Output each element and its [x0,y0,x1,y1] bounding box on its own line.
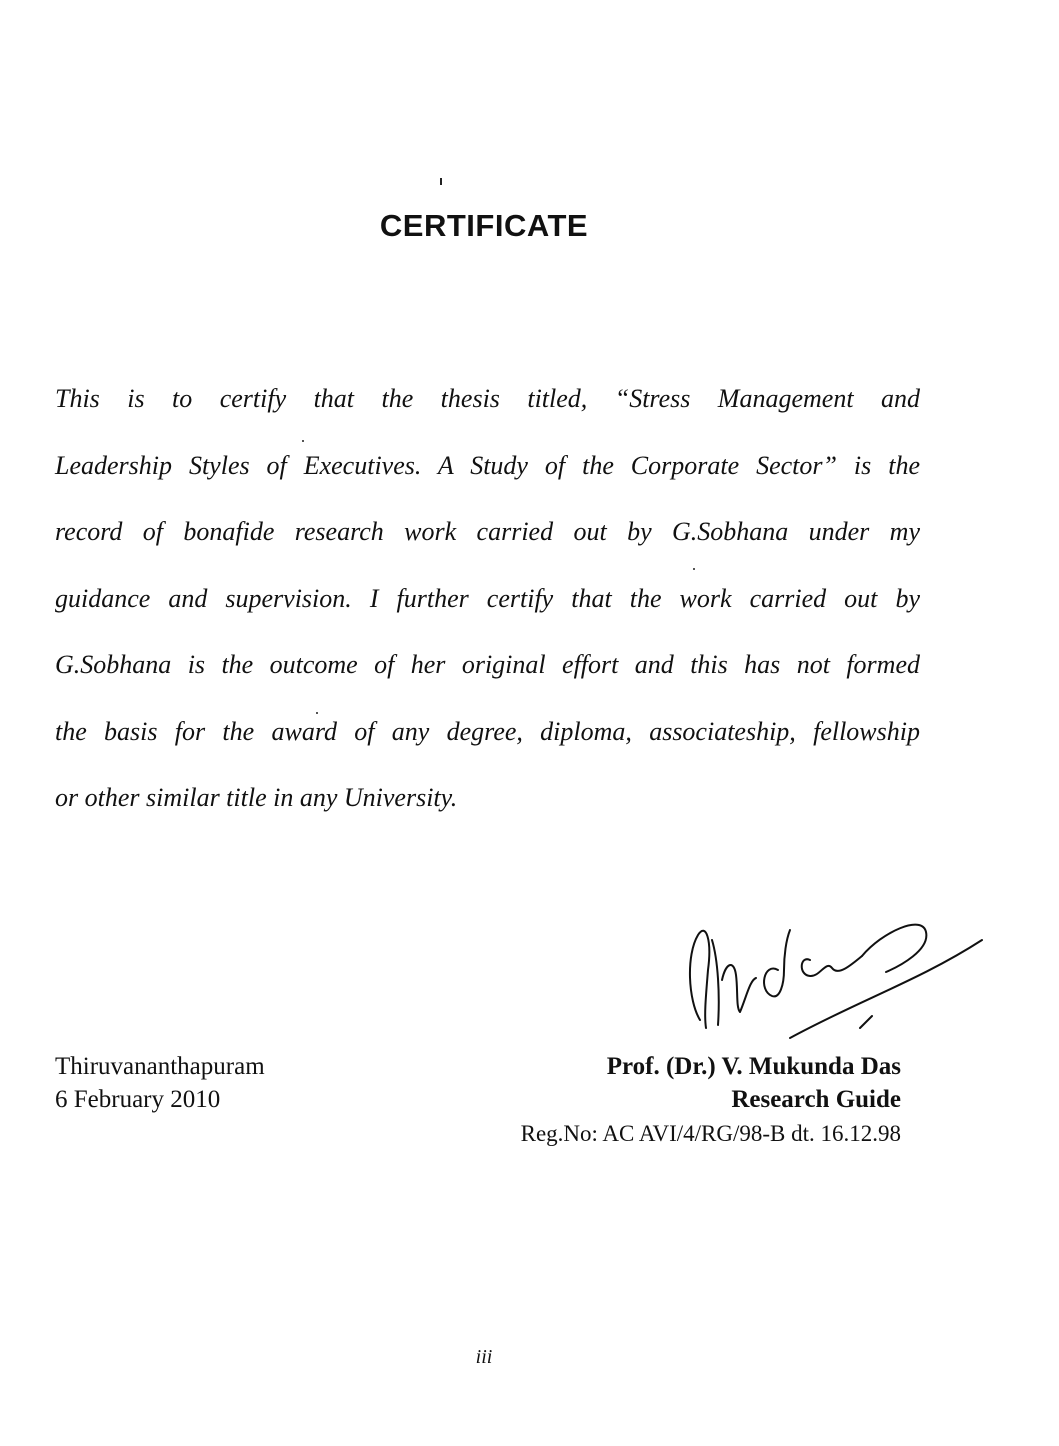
body-line: Leadership Styles of Executives. A Study of the Corporate Sector” is the [55,450,920,480]
body-line: or other similar title in any University. [55,783,458,812]
certificate-body [55,366,920,832]
place: Thiruvananthapuram [55,1053,265,1080]
scan-speck [316,712,318,714]
signatory-role: Research Guide [731,1086,901,1113]
certificate-title: CERTIFICATE [379,208,589,243]
handwritten-signature [660,900,1000,1050]
page-number: iii [475,1346,493,1368]
scan-speck [302,440,304,442]
signatory-block [521,1050,901,1151]
registration-number: Reg.No: AC AVI/4/RG/98-B dt. 16.12.98 [520,1121,901,1146]
body-line: G.Sobhana is the outcome of her original effort and this has not formed [55,650,920,679]
body-line: the basis for the award of any degree, diploma, associateship, fellowship [55,716,920,746]
body-line: record of bonafide research work carried out by G.Sobhana under my [55,517,920,546]
place-date-block [55,1050,265,1116]
scan-mark [440,178,442,185]
date: 6 February 2010 [55,1086,221,1113]
signatory-name: Prof. (Dr.) V. Mukunda Das [606,1053,901,1080]
scan-speck [693,568,695,570]
body-line: This is to certify that the thesis titled, “Stress Management and [55,384,920,413]
body-line: guidance and supervision. I further certify that the work carried out by [55,583,920,613]
